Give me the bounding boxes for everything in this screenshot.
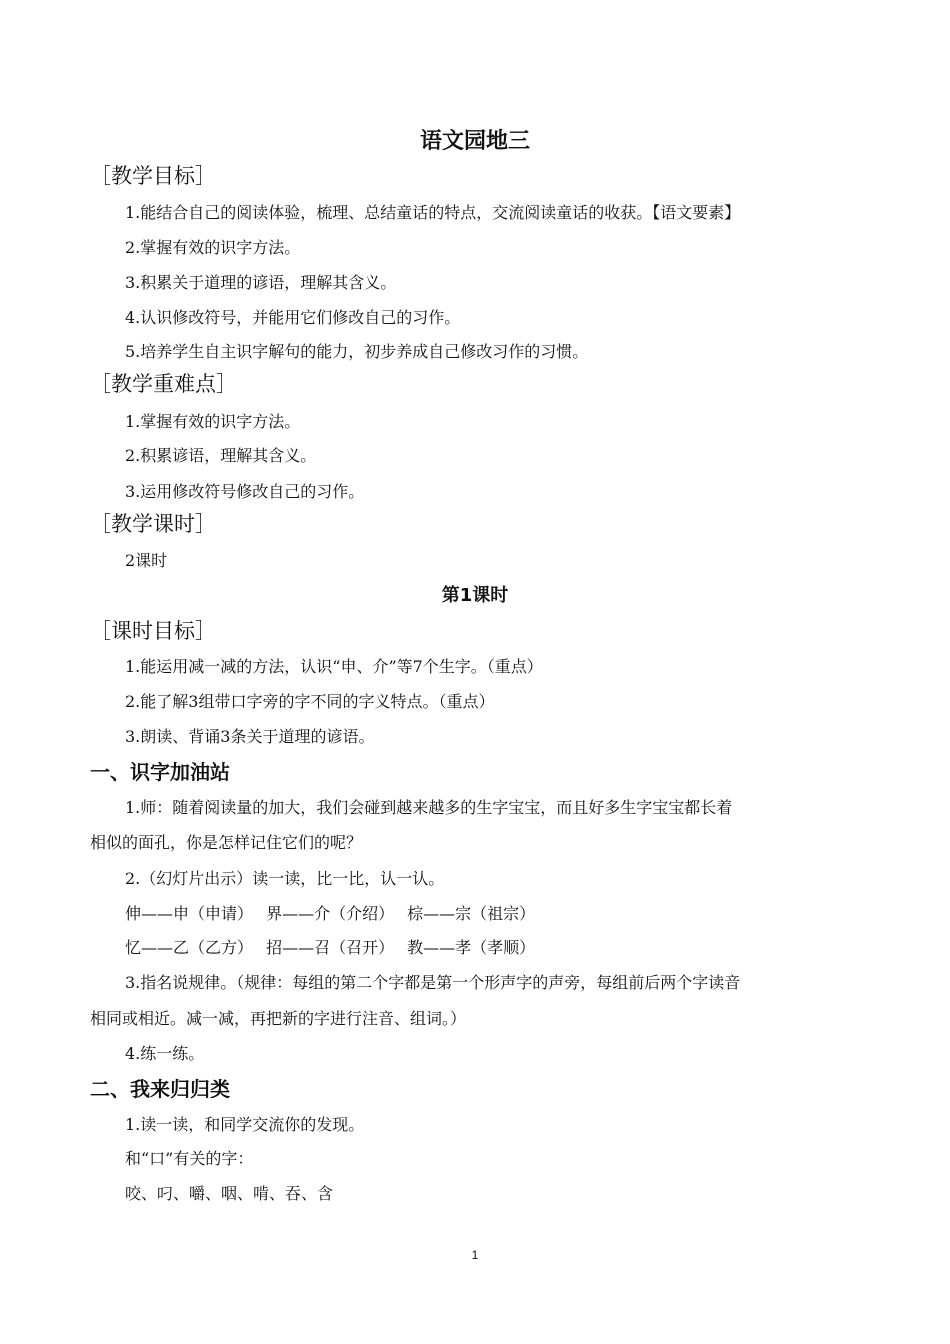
section1-paragraph-2: 2.（幻灯片出示）读一读，比一比，认一认。 (125, 869, 445, 888)
section1-paragraph-3-cont: 相同或相近。减一减，再把新的字进行注音、组词。） (90, 1009, 467, 1028)
teaching-goals-heading: ［教学目标］ (90, 164, 216, 188)
lesson1-goal-3: 3.朗读、背诵3条关于道理的谚语。 (125, 727, 375, 746)
lesson1-goals-heading: ［课时目标］ (90, 619, 216, 643)
key-points-heading: ［教学重难点］ (90, 372, 237, 396)
goal-item-3: 3.积累关于道理的谚语，理解其含义。 (125, 273, 397, 292)
section1-heading: 一、识字加油站 (90, 760, 230, 784)
goal-item-4: 4.认识修改符号，并能用它们修改自己的习作。 (125, 308, 461, 327)
section1-paragraph-1-cont: 相似的面孔，你是怎样记住它们的呢？ (90, 833, 363, 852)
section2-paragraph-2: 和“口”有关的字： (125, 1149, 254, 1168)
goal-item-5: 5.培养学生自主识字解句的能力，初步养成自己修改习作的习惯。 (125, 342, 589, 361)
page-number: 1 (471, 1248, 479, 1262)
section1-paragraph-3: 3.指名说规律。（规律：每组的第二个字都是第一个形声字的声旁，每组前后两个字读音 (125, 973, 741, 992)
section1-paragraph-4: 4.练一练。 (125, 1044, 205, 1063)
class-hours-value: 2课时 (125, 551, 168, 570)
section2-character-list: 咬、叼、嚼、咽、啃、吞、含 (125, 1184, 334, 1203)
class-hours-heading: ［教学课时］ (90, 512, 216, 536)
lesson1-goal-2: 2.能了解3组带口字旁的字不同的字义特点。（重点） (125, 692, 495, 711)
goal-item-1: 1.能结合自己的阅读体验，梳理、总结童话的特点，交流阅读童话的收获。【语文要素】 (125, 203, 741, 222)
character-pairs-row-1: 伸——申（申请） 界——介（介绍） 棕——宗（祖宗） (125, 904, 536, 923)
key-point-3: 3.运用修改符号修改自己的习作。 (125, 482, 365, 501)
goal-item-2: 2.掌握有效的识字方法。 (125, 238, 301, 257)
document-title: 语文园地三 (419, 129, 530, 154)
section2-heading: 二、我来归归类 (90, 1077, 230, 1101)
section1-paragraph-1: 1.师：随着阅读量的加大，我们会碰到越来越多的生字宝宝，而且好多生字宝宝都长着 (125, 798, 733, 817)
key-point-2: 2.积累谚语，理解其含义。 (125, 446, 317, 465)
section2-paragraph-1: 1.读一读，和同学交流你的发现。 (125, 1115, 365, 1134)
lesson1-title: 第1课时 (441, 585, 509, 606)
character-pairs-row-2: 忆——乙（乙方） 招——召（召开） 教——孝（孝顺） (125, 938, 536, 957)
lesson1-goal-1: 1.能运用减一减的方法，认识“申、介”等7个生字。（重点） (125, 657, 543, 676)
key-point-1: 1.掌握有效的识字方法。 (125, 412, 301, 431)
